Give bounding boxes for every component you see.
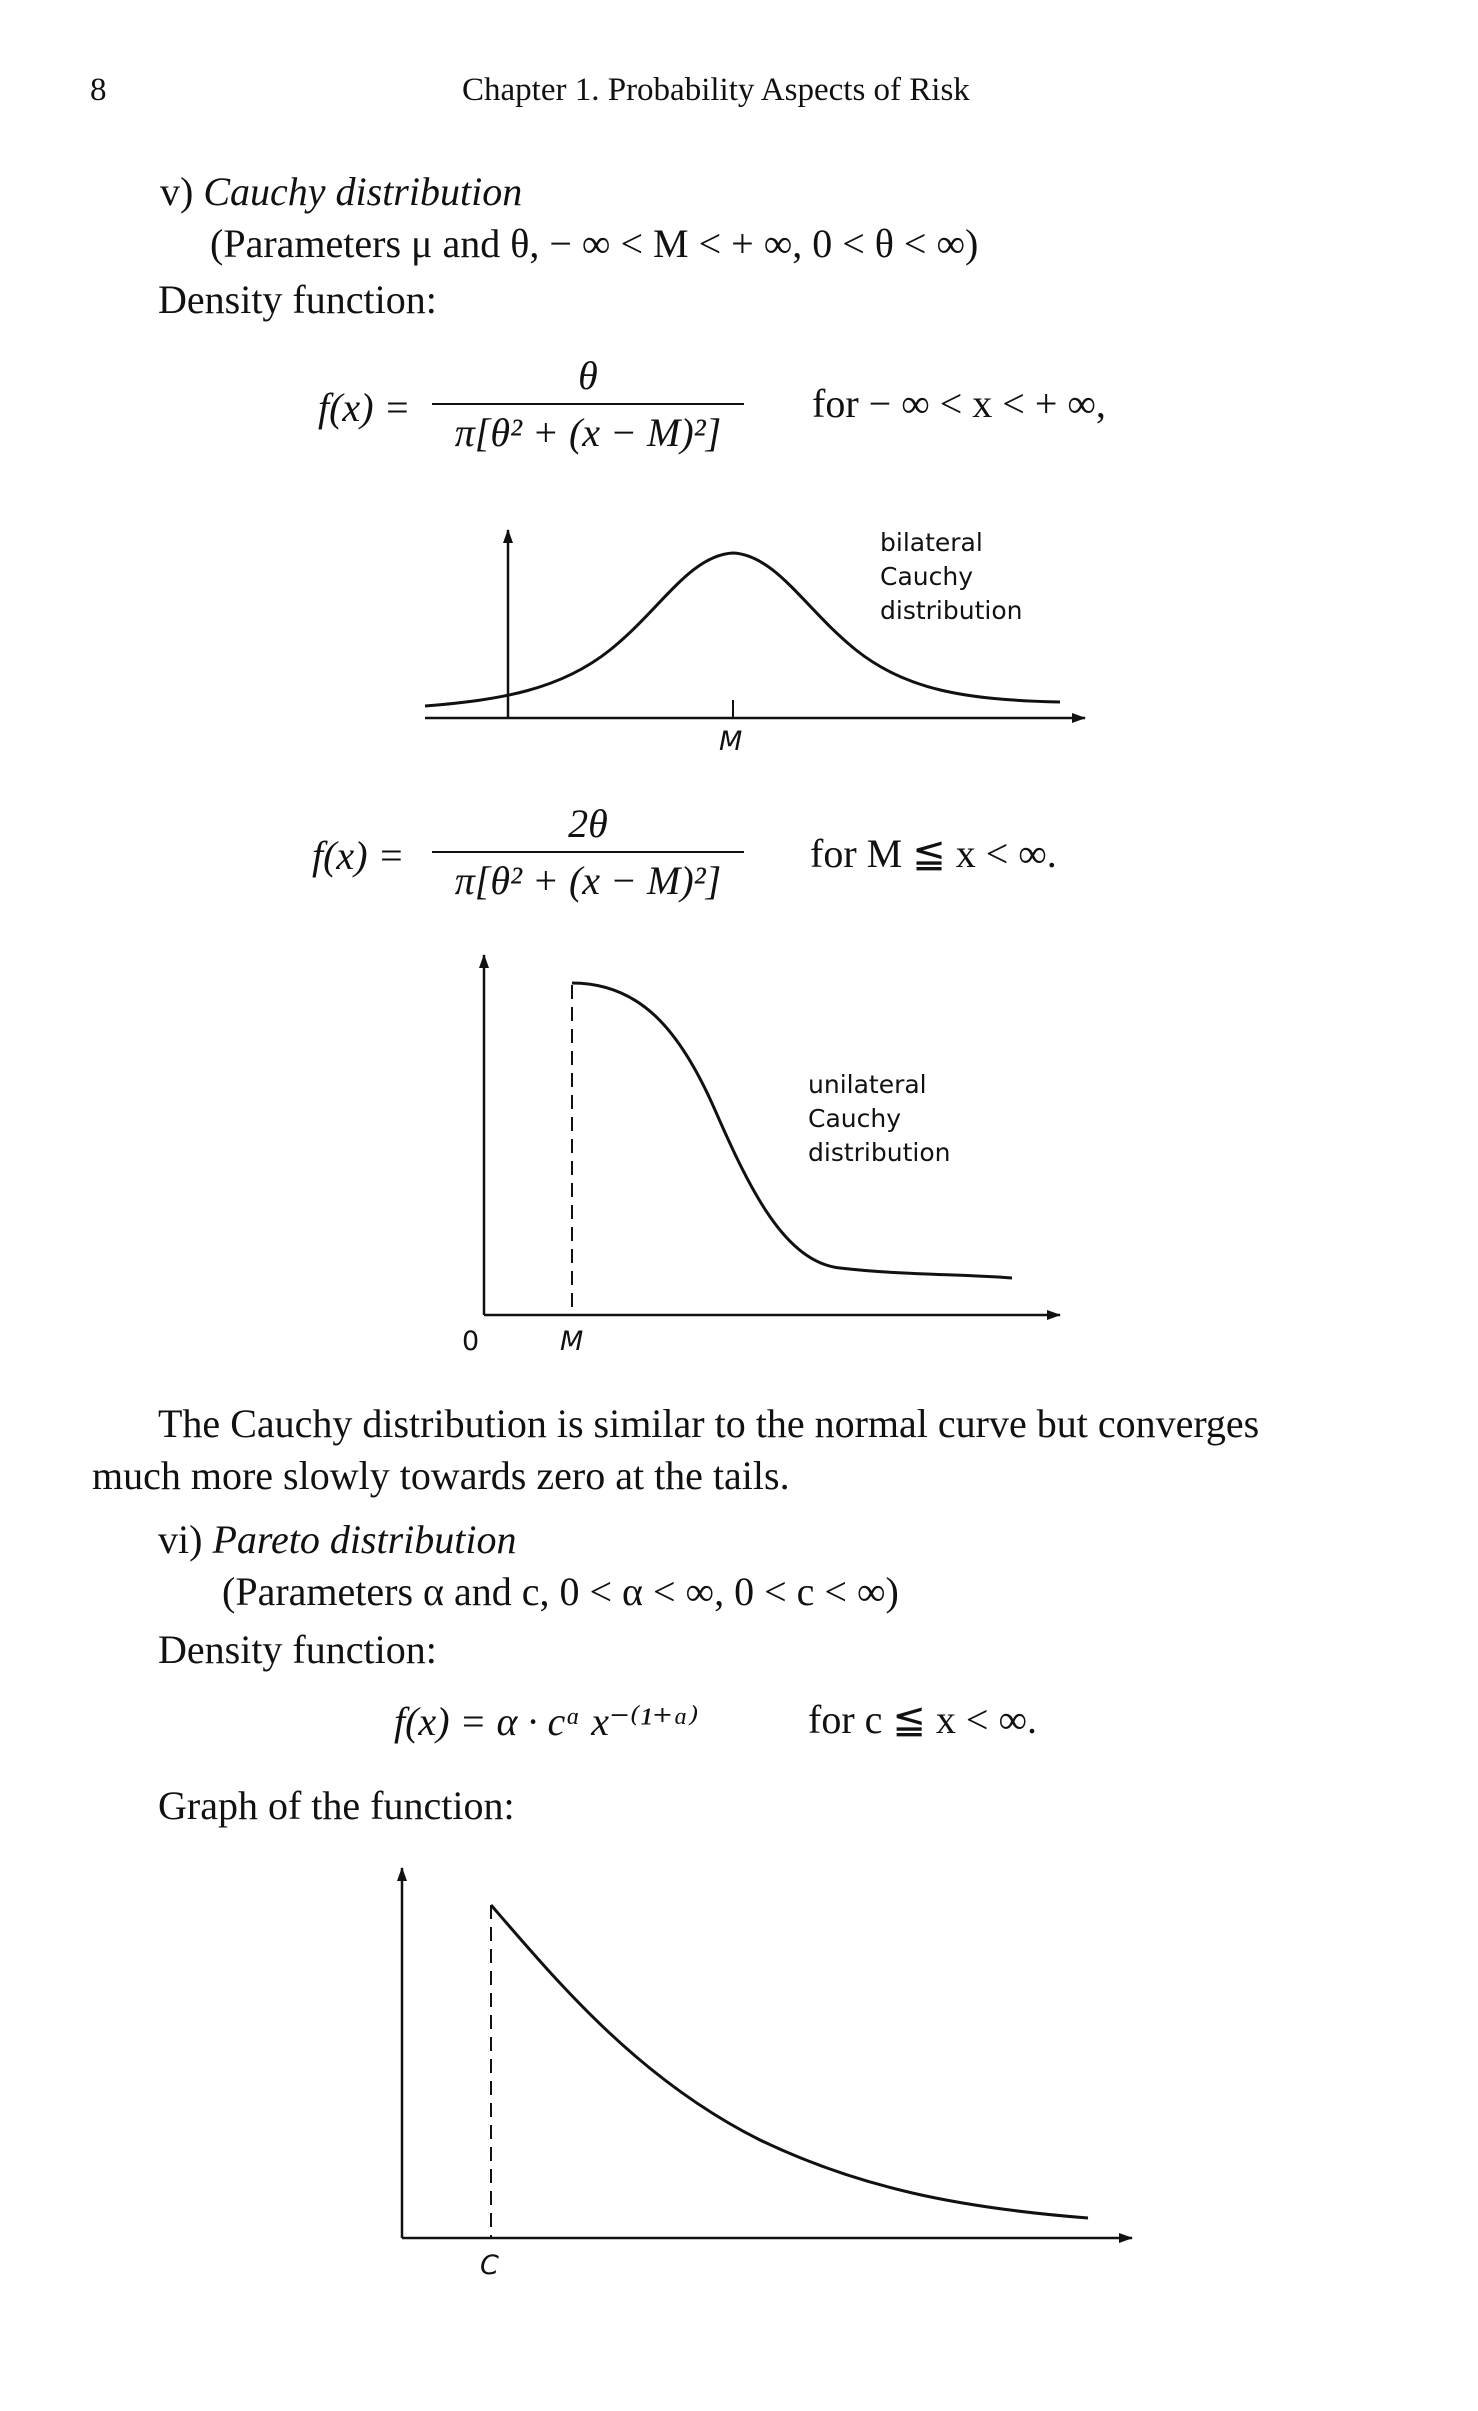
cauchy-remark-line: The Cauchy distribution is similar to the normal curve but converges bbox=[158, 1401, 1260, 1446]
pareto-density-label: Density function: bbox=[158, 1627, 437, 1672]
unilateral-graph bbox=[484, 955, 1060, 1315]
chapter-title: Chapter 1. Probability Aspects of Risk bbox=[462, 72, 970, 108]
unilateral-numerator: 2θ bbox=[568, 801, 608, 846]
unilateral-graph-label bbox=[808, 1068, 950, 1170]
bilateral-m-label: M bbox=[719, 726, 743, 757]
unilateral-fraction bbox=[432, 800, 744, 904]
unilateral-condition: for M ≦ x < ∞. bbox=[810, 831, 1057, 876]
pareto-parameters: (Parameters α and c, 0 < α < ∞, 0 < c < ∞) bbox=[222, 1569, 899, 1614]
pareto-formula: f(x) = α · cᵅ x⁻⁽¹⁺ᵅ⁾ bbox=[394, 1699, 699, 1744]
pareto-heading-num: vi) bbox=[158, 1517, 203, 1562]
pareto-heading bbox=[158, 1517, 517, 1562]
cauchy-remark-line: much more slowly towards zero at the tails. bbox=[92, 1453, 790, 1498]
pareto-condition: for c ≦ x < ∞. bbox=[808, 1697, 1037, 1742]
pareto-graph bbox=[402, 1868, 1132, 2238]
page-number: 8 bbox=[90, 72, 107, 108]
bilateral-label-line: distribution bbox=[880, 596, 1023, 625]
bilateral-numerator: θ bbox=[578, 353, 598, 398]
bilateral-denominator: π[θ² + (x − M)²] bbox=[454, 410, 722, 455]
cauchy-parameters: (Parameters μ and θ, − ∞ < M < + ∞, 0 < θ < ∞) bbox=[210, 221, 979, 266]
unilateral-origin-label: 0 bbox=[462, 1326, 480, 1357]
cauchy-heading-num: v) bbox=[160, 169, 194, 214]
unilateral-label-line: unilateral bbox=[808, 1070, 927, 1099]
unilateral-m-label: M bbox=[560, 1326, 584, 1357]
fraction-bar bbox=[432, 851, 744, 853]
bilateral-label-line: Cauchy bbox=[880, 562, 974, 591]
bilateral-graph-label bbox=[880, 526, 1022, 628]
pareto-graph-caption: Graph of the function: bbox=[158, 1783, 515, 1828]
cauchy-density-label: Density function: bbox=[158, 277, 437, 322]
unilateral-lhs: f(x) = bbox=[312, 833, 405, 878]
bilateral-lhs: f(x) = bbox=[318, 385, 411, 430]
unilateral-label-line: Cauchy bbox=[808, 1104, 902, 1133]
unilateral-label-line: distribution bbox=[808, 1138, 951, 1167]
bilateral-label-line: bilateral bbox=[880, 528, 983, 557]
unilateral-denominator: π[θ² + (x − M)²] bbox=[454, 858, 722, 903]
pareto-c-label: C bbox=[480, 2250, 499, 2281]
pareto-curve bbox=[491, 1905, 1088, 2218]
pareto-heading-title: Pareto distribution bbox=[212, 1517, 517, 1562]
cauchy-heading-title: Cauchy distribution bbox=[203, 169, 523, 214]
bilateral-condition: for − ∞ < x < + ∞, bbox=[812, 381, 1106, 426]
